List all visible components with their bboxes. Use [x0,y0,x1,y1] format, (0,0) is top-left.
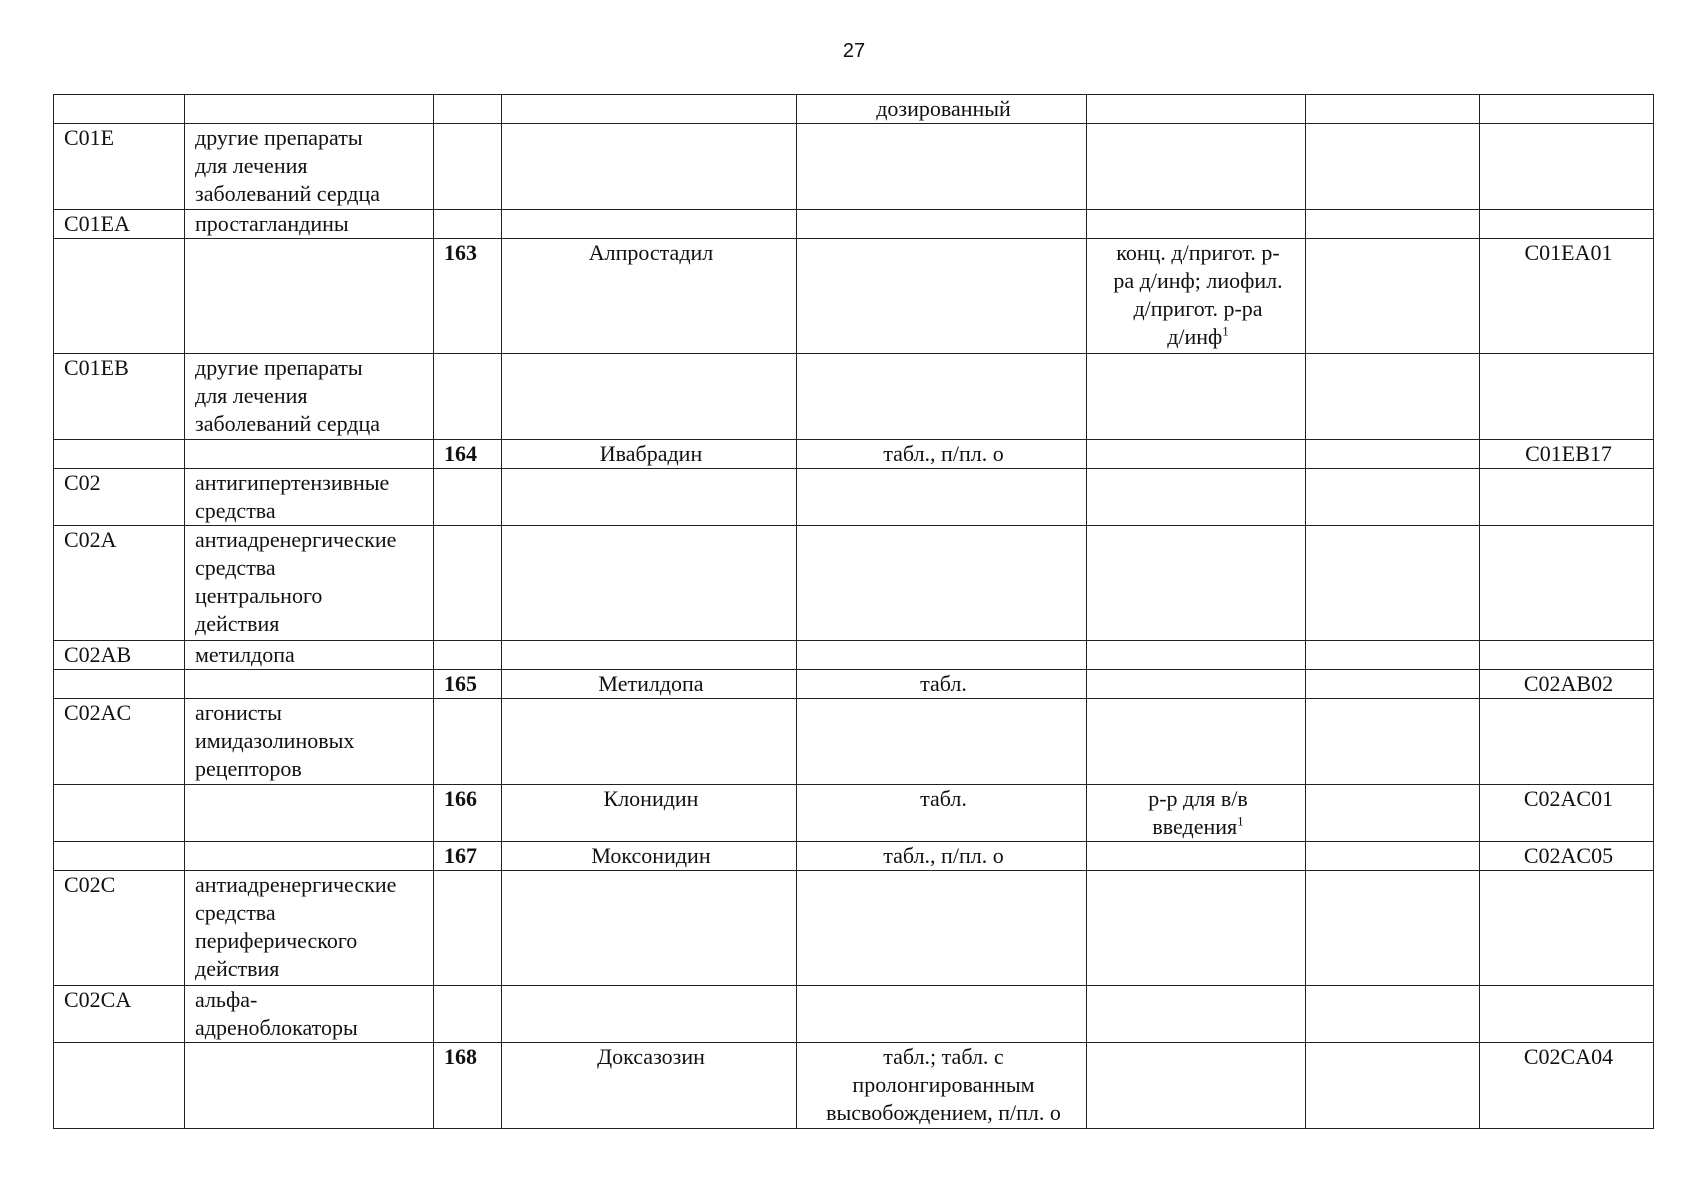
row-number-cell [434,842,502,871]
table-row [54,239,1654,354]
atc-group-name-cell-text: простагландины [195,211,349,236]
drug-name-cell [502,842,797,871]
row-number-cell-text: 167 [444,843,477,868]
atc-code-cell [1480,842,1654,871]
atc-group-name-cell [185,785,434,842]
atc-group-name-cell [185,699,434,785]
table-row [54,699,1654,785]
dosage-form-cell [797,124,1087,210]
atc-group-name-cell [185,239,434,354]
row-number-cell [434,871,502,986]
dosage-form-cell [797,526,1087,641]
table-row [54,986,1654,1043]
dosage-form-extra-cell [1087,239,1306,354]
drug-name-cell [502,699,797,785]
page-number: 27 [842,40,866,62]
drug-name-cell [502,354,797,440]
table-row [54,526,1654,641]
table-row [54,842,1654,871]
drug-name-cell [502,124,797,210]
row-number-cell [434,354,502,440]
atc-group-code-cell [54,699,185,785]
atc-group-name-cell [185,986,434,1043]
atc-code-cell [1480,641,1654,670]
atc-group-code-cell [54,95,185,124]
drug-name-cell-text: Ивабрадин [599,441,703,466]
atc-group-name-cell-text: антиадренергические средства периферического действия [195,872,397,981]
atc-code-cell [1480,239,1654,354]
row-number-cell [434,469,502,526]
dosage-form-cell-text: табл., п/пл. о [883,843,1004,868]
table-row [54,1043,1654,1129]
atc-code-cell [1480,986,1654,1043]
drug-name-cell [502,440,797,469]
dosage-form-extra-cell [1087,354,1306,440]
dosage-form-cell [797,871,1087,986]
drug-name-cell [502,986,797,1043]
dosage-form-extra-cell [1087,871,1306,986]
dosage-form-extra-cell [1087,1043,1306,1129]
empty-cell [1306,210,1480,239]
atc-group-code-cell [54,871,185,986]
atc-group-code-cell [54,986,185,1043]
atc-group-code-cell [54,785,185,842]
drug-name-cell [502,95,797,124]
dosage-form-cell-text: дозированный [876,96,1011,121]
dosage-form-extra-cell [1087,641,1306,670]
atc-group-code-cell [54,239,185,354]
table-row [54,95,1654,124]
dosage-form-cell [797,95,1087,124]
atc-group-code-cell [54,354,185,440]
dosage-form-extra-cell [1087,986,1306,1043]
footnote-marker: 1 [1222,323,1229,339]
atc-group-code-cell-text: C02A [64,527,117,552]
row-number-cell-text: 163 [444,240,477,265]
atc-group-code-cell [54,526,185,641]
empty-cell [1306,986,1480,1043]
dosage-form-cell-text: табл., п/пл. о [883,441,1004,466]
row-number-cell [434,699,502,785]
dosage-form-cell-text: табл. [920,786,967,811]
atc-code-cell-text: C02AC05 [1523,843,1614,868]
row-number-cell-text: 168 [444,1044,477,1069]
atc-group-name-cell [185,871,434,986]
empty-cell [1306,670,1480,699]
row-number-cell [434,986,502,1043]
row-number-cell [434,95,502,124]
table-row [54,469,1654,526]
dosage-form-cell-text: табл. [920,671,967,696]
atc-group-code-cell [54,670,185,699]
empty-cell [1306,641,1480,670]
atc-code-cell [1480,699,1654,785]
dosage-form-extra-cell [1087,670,1306,699]
dosage-form-extra-cell [1087,469,1306,526]
drug-name-cell-text: Клонидин [603,786,699,811]
row-number-cell-text: 165 [444,671,477,696]
atc-code-cell [1480,95,1654,124]
row-number-cell [434,440,502,469]
atc-group-code-cell [54,210,185,239]
empty-cell [1306,871,1480,986]
dosage-form-cell [797,440,1087,469]
atc-group-code-cell [54,1043,185,1129]
row-number-cell [434,526,502,641]
drug-name-cell [502,469,797,526]
dosage-form-cell [797,699,1087,785]
drug-name-cell [502,785,797,842]
atc-code-cell-text: C02AB02 [1523,671,1614,696]
dosage-form-cell [797,670,1087,699]
table-row [54,354,1654,440]
drug-name-cell-text: Метилдопа [598,671,704,696]
dosage-form-extra-cell-text: р-р для в/в введения [1148,786,1248,839]
dosage-form-extra-cell [1087,842,1306,871]
dosage-form-cell [797,354,1087,440]
drug-name-cell [502,641,797,670]
table-row [54,871,1654,986]
empty-cell [1306,699,1480,785]
atc-group-name-cell [185,469,434,526]
atc-group-name-cell-text: другие препараты для лечения заболеваний сердца [195,125,381,206]
atc-group-name-cell-text: альфа- адреноблокаторы [195,987,358,1040]
atc-group-name-cell [185,670,434,699]
dosage-form-cell [797,842,1087,871]
empty-cell [1306,239,1480,354]
drug-name-cell [502,210,797,239]
row-number-cell [434,1043,502,1129]
atc-group-name-cell-text: антиадренергические средства центрального действия [195,527,397,636]
atc-code-cell [1480,526,1654,641]
empty-cell [1306,1043,1480,1129]
drug-name-cell-text: Доксазозин [597,1044,705,1069]
dosage-form-extra-cell [1087,210,1306,239]
atc-group-name-cell [185,440,434,469]
atc-code-cell-text: C01EB17 [1525,441,1612,466]
atc-group-name-cell [185,641,434,670]
drug-name-cell [502,871,797,986]
atc-code-cell [1480,871,1654,986]
dosage-form-cell [797,469,1087,526]
footnote-marker: 1 [1237,813,1244,829]
dosage-form-cell [797,641,1087,670]
dosage-form-cell [797,210,1087,239]
drug-name-cell-text: Алпростадил [588,240,714,265]
atc-code-cell-text: C02AC01 [1523,786,1614,811]
atc-group-code-cell-text: C02AB [64,642,132,667]
dosage-form-cell-text: табл.; табл. с пролонгированным высвобождением, п/пл. о [826,1044,1061,1125]
dosage-form-cell [797,986,1087,1043]
atc-code-cell [1480,354,1654,440]
empty-cell [1306,124,1480,210]
row-number-cell [434,785,502,842]
empty-cell [1306,842,1480,871]
atc-group-name-cell [185,95,434,124]
dosage-form-extra-cell [1087,785,1306,842]
row-number-cell [434,210,502,239]
row-number-cell [434,641,502,670]
atc-group-code-cell-text: C02 [64,470,101,495]
atc-group-name-cell [185,124,434,210]
atc-code-cell [1480,469,1654,526]
row-number-cell [434,124,502,210]
atc-group-code-cell-text: C01EB [64,355,129,380]
dosage-form-cell [797,785,1087,842]
drug-name-cell [502,1043,797,1129]
atc-code-cell-text: C01EA01 [1524,240,1613,265]
atc-group-name-cell-text: агонисты имидазолиновых рецепторов [195,700,355,781]
dosage-form-cell [797,1043,1087,1129]
atc-code-cell [1480,124,1654,210]
dosage-form-extra-cell [1087,526,1306,641]
row-number-cell [434,239,502,354]
atc-group-code-cell [54,641,185,670]
atc-code-cell [1480,440,1654,469]
atc-group-name-cell-text: метилдопа [195,642,295,667]
row-number-cell-text: 166 [444,786,477,811]
atc-group-name-cell [185,210,434,239]
atc-group-code-cell-text: C01E [64,125,115,150]
empty-cell [1306,354,1480,440]
dosage-form-extra-cell-text: конц. д/пригот. р- ра д/инф; лиофил. д/пригот. р-ра д/инф [1113,240,1283,349]
row-number-cell [434,670,502,699]
atc-group-name-cell [185,526,434,641]
dosage-form-cell [797,239,1087,354]
atc-group-name-cell [185,354,434,440]
atc-code-cell [1480,670,1654,699]
atc-group-code-cell-text: C02C [64,872,116,897]
drug-name-cell-text: Моксонидин [591,843,711,868]
empty-cell [1306,440,1480,469]
atc-group-code-cell-text: C01EA [64,211,130,236]
drug-table [53,94,1654,1129]
atc-code-cell [1480,785,1654,842]
atc-group-code-cell [54,440,185,469]
atc-group-code-cell [54,842,185,871]
drug-name-cell [502,526,797,641]
atc-code-cell-text: C02CA04 [1523,1044,1614,1069]
atc-code-cell [1480,1043,1654,1129]
table-row [54,785,1654,842]
table-row [54,641,1654,670]
table-row [54,440,1654,469]
atc-group-code-cell [54,469,185,526]
table-row [54,670,1654,699]
atc-group-name-cell-text: антигипертензивные средства [195,470,390,523]
atc-group-code-cell-text: C02AC [64,700,132,725]
table-row [54,124,1654,210]
empty-cell [1306,95,1480,124]
dosage-form-extra-cell [1087,95,1306,124]
empty-cell [1306,469,1480,526]
empty-cell [1306,526,1480,641]
atc-group-name-cell-text: другие препараты для лечения заболеваний сердца [195,355,381,436]
drug-name-cell [502,670,797,699]
drug-name-cell [502,239,797,354]
row-number-cell-text: 164 [444,441,477,466]
atc-group-code-cell [54,124,185,210]
dosage-form-extra-cell [1087,440,1306,469]
empty-cell [1306,785,1480,842]
dosage-form-extra-cell [1087,124,1306,210]
atc-code-cell [1480,210,1654,239]
atc-group-name-cell [185,1043,434,1129]
table-row [54,210,1654,239]
atc-group-code-cell-text: C02CA [64,987,132,1012]
dosage-form-extra-cell [1087,699,1306,785]
atc-group-name-cell [185,842,434,871]
